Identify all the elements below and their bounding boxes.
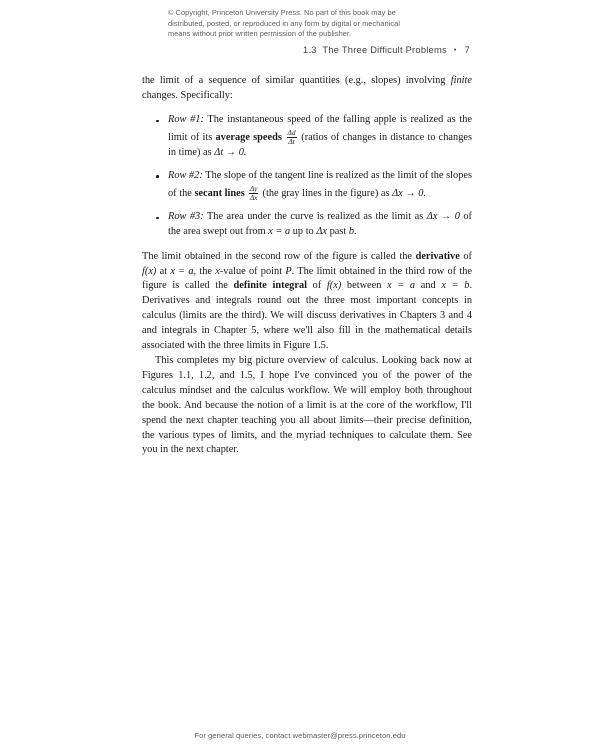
para-seg-7: of [307, 280, 327, 292]
para-seg-6: . The limit obtained in the third row of the figure is called the [142, 265, 473, 292]
math-x: x [215, 265, 220, 277]
fraction-denominator: Δx [249, 192, 258, 202]
para-seg-8: between [341, 280, 388, 292]
list-item [142, 113, 472, 160]
row-limit-expression: Δt → 0. [214, 146, 247, 158]
para-seg-3: at [156, 265, 171, 277]
fraction-delta-d-delta-t [287, 129, 297, 146]
math-x-equals-b: x = b [441, 280, 470, 292]
math-point-p: P [285, 265, 292, 277]
para-seg-1: The limit obtained in the second row of the figure is called the [142, 250, 416, 262]
row-text-e: . [354, 226, 357, 238]
page-number: 7 [464, 45, 470, 55]
header-separator-bullet: • [453, 46, 457, 54]
intro-paragraph [142, 74, 472, 104]
bullet-marker-icon [156, 175, 159, 178]
para-seg-2: of [459, 250, 473, 262]
row-bold-term: average speeds [215, 131, 282, 143]
para-seg-4: , the [193, 265, 216, 277]
para-seg-9: and [415, 280, 442, 292]
intro-text-a: the limit of a sequence of similar quantities (e.g., slopes) involving [142, 75, 451, 86]
row-math-b: b [348, 226, 355, 238]
row-text-a: The slope of the tangent line is realized as the limit of the slopes of the [168, 170, 472, 199]
header-section-number: 1.3 [303, 45, 317, 55]
row-text-b: (the gray lines in the figure) as [259, 187, 393, 199]
fraction-delta-y-delta-x [249, 185, 259, 202]
math-x-equals-a-2: x = a [387, 280, 416, 292]
bullet-marker-icon [156, 217, 159, 220]
row-label: Row #3: [168, 211, 204, 223]
row-label: Row #1: [168, 114, 204, 126]
para-seg-10: . Derivatives and integrals round out the three most important concepts in calculus (limits are the third). We will discuss derivatives in Chapters 3 and 4 and integrals in Chapter 5, where we'll also fill in the mathematical details associated with the three limits in Figure 1.5. [142, 280, 472, 352]
row-text-c: up to [290, 226, 317, 238]
row-math-delta-x: Δx [316, 226, 327, 238]
text-column [142, 74, 472, 458]
math-f-of-x: f(x) [142, 265, 157, 277]
difficult-problems-list [142, 113, 472, 240]
term-definite-integral: definite integral [233, 280, 307, 292]
term-derivative: derivative [415, 250, 460, 262]
running-header [303, 45, 470, 55]
row-text-a: The instantaneous speed of the falling apple is realized as the limit of its [168, 114, 472, 143]
header-section-title: The Three Difficult Problems [322, 45, 447, 55]
para-seg-5: -value of point [219, 265, 286, 277]
row-limit-expression: Δx → 0. [392, 187, 427, 199]
fraction-denominator: Δt [288, 136, 295, 146]
row-bold-term: secant lines [194, 187, 245, 199]
fraction-numerator: Δy [249, 183, 258, 193]
copyright-line-2: distributed, posted, or reproduced in any form by digital or mechanical [168, 18, 400, 28]
fraction-numerator: Δd [287, 127, 296, 137]
footer-queries-line: For general queries, contact webmaster@press.princeton.edu [194, 731, 406, 740]
list-item [142, 169, 472, 202]
math-f-of-x-2: f(x) [326, 280, 342, 292]
math-x-equals-a: x = a [170, 265, 194, 277]
row-text-d: past [327, 226, 349, 238]
closing-paragraph: This completes my big picture overview of calculus. Looking back now at Figures 1.1, 1.2, and 1.5, I hope I've convinced you of the power of the calculus mindset and the calculus workflow. We will employ both throughout the book. And because the notion of a limit is at the core of the workflow, I'll spend the next chapter teaching you all about limits—their precise definition, the various types of limits, and the myriad techniques to calculate them. See you in the next chapter. [142, 355, 472, 456]
row-limit-inline: Δx → 0 [426, 211, 460, 223]
row-text-b: (ratios of changes in distance to changes in time) as [168, 131, 472, 158]
list-item [142, 210, 472, 240]
copyright-line-1: © Copyright, Princeton University Press. No part of this book may be [168, 8, 396, 17]
bullet-marker-icon [156, 120, 159, 123]
row-text-a: The area under the curve is realized as the limit as [203, 211, 427, 223]
intro-italic-finite: finite [450, 75, 472, 86]
row-math-x-equals-a: x = a [268, 226, 291, 238]
copyright-line-3: means without prior written permission of the publisher. [168, 29, 352, 39]
row-text-b: of the area swept out from [168, 211, 473, 238]
row-label: Row #2: [168, 170, 203, 182]
intro-text-b: changes. Specifically: [142, 89, 233, 101]
copyright-notice [168, 8, 468, 40]
derivative-paragraph [142, 250, 472, 354]
